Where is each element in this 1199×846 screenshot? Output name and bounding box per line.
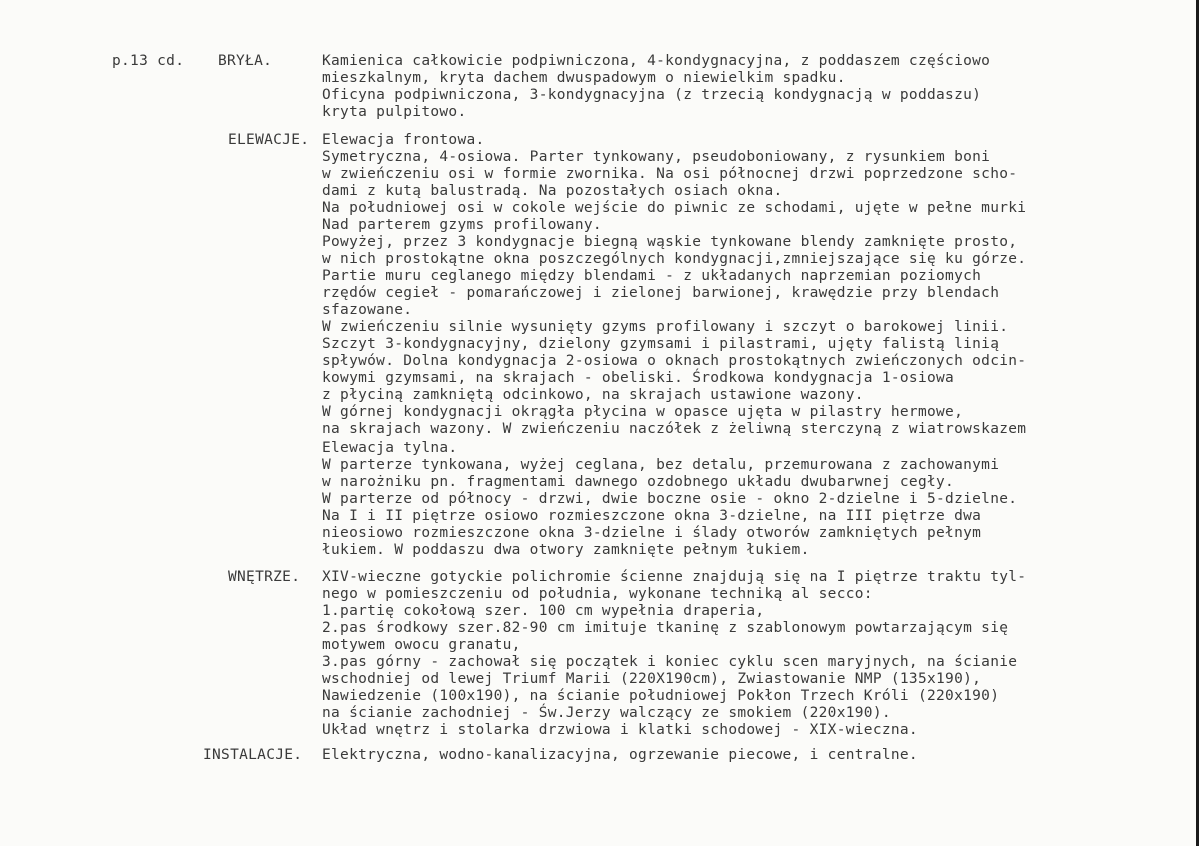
text-line: nego w pomieszczeniu od południa, wykonane techniką al secco:	[322, 586, 873, 602]
text-line: łukiem. W poddaszu dwa otwory zamknięte pełnym łukiem.	[322, 542, 810, 558]
text-line: spływów. Dolna kondygnacja 2-osiowa o oknach prostokątnych zwieńczonych odcin-	[322, 353, 1027, 369]
text-line: W parterze tynkowana, wyżej ceglana, bez detalu, przemurowana z zachowanymi	[322, 457, 1000, 473]
section-body-instalacje	[322, 747, 918, 764]
text-line: 2.pas środkowy szer.82-90 cm imituje tkaninę z szablonowym powtarzającym się	[322, 620, 1009, 636]
text-line: kryta pulpitowo.	[322, 104, 467, 120]
text-line: Elektryczna, wodno-kanalizacyjna, ogrzewanie piecowe, i centralne.	[322, 747, 918, 763]
text-line: rzędów cegieł - pomarańczowej i zielonej barwionej, krawędzie przy blendach	[322, 285, 1000, 301]
text-line: dami z kutą balustradą. Na pozostałych osiach okna.	[322, 183, 783, 199]
section-body-wnetrze	[322, 569, 1026, 739]
text-line: z płyciną zamkniętą odcinkowo, na skrajach ustawione wazony.	[322, 387, 864, 403]
section-label-wnetrze: WNĘTRZE.	[228, 569, 301, 585]
text-line: W zwieńczeniu silnie wysunięty gzyms profilowany i szczyt o barokowej linii.	[322, 319, 1009, 335]
text-line: XIV-wieczne gotyckie polichromie ścienne znajdują się na I piętrze traktu tyl-	[322, 569, 1027, 585]
text-line: nieosiowo rozmieszczone okna 3-dzielne i ślady otworów zamkniętych pełnym	[322, 525, 982, 541]
text-line: Partie muru ceglanego między blendami - z układanych naprzemian poziomych	[322, 268, 982, 284]
text-line: Symetryczna, 4-osiowa. Parter tynkowany, pseudoboniowany, z rysunkiem boni	[322, 149, 991, 165]
section-body-bryla	[322, 53, 990, 121]
text-line: Kamienica całkowicie podpiwniczona, 4-kondygnacyjna, z poddaszem częściowo	[322, 53, 991, 69]
text-line: Nawiedzenie (100x190), na ścianie południowej Pokłon Trzech Króli (220x190)	[322, 688, 1000, 704]
text-line: Na I i II piętrze osiowo rozmieszczone okna 3-dzielne, na III piętrze dwa	[322, 508, 982, 524]
text-line: kowymi gzymsami, na skrajach - obeliski. Środkowa kondygnacja 1-osiowa	[322, 370, 955, 386]
text-line: Powyżej, przez 3 kondygnacje biegną wąskie tynkowane blendy zamknięte prosto,	[322, 234, 1018, 250]
text-line: W parterze od północy - drzwi, dwie boczne osie - okno 2-dzielne i 5-dzielne.	[322, 491, 1018, 507]
section-label-bryla: BRYŁA.	[218, 53, 273, 69]
text-line: sfazowane.	[322, 302, 413, 318]
text-line: w narożniku pn. fragmentami dawnego ozdobnego układu dwubarwnej cegły.	[322, 474, 955, 490]
text-line: na skrajach wazony. W zwieńczeniu naczółek z żeliwną sterczyną z wiatrowskazem	[322, 421, 1027, 437]
text-line: Na południowej osi w cokole wejście do piwnic ze schodami, ujęte w pełne murki	[322, 200, 1027, 216]
text-line: Oficyna podpiwniczona, 3-kondygnacyjna (z trzecią kondygnacją w poddaszu)	[322, 87, 982, 103]
text-line: 3.pas górny - zachował się początek i koniec cyklu scen maryjnych, na ścianie	[322, 654, 1018, 670]
text-line: Nad parterem gzyms profilowany.	[322, 217, 602, 233]
text-line: w nich prostokątne okna poszczególnych kondygnacji,zmniejszające się ku górze.	[322, 251, 1027, 267]
section-body-elewacje-rear	[322, 440, 1017, 559]
text-line: motywem owocu granatu,	[322, 637, 521, 653]
text-line: Układ wnętrz i stolarka drzwiowa i klatki schodowej - XIX-wieczna.	[322, 722, 918, 738]
text-line: wschodniej od lewej Triumf Marii (220X190cm), Zwiastowanie NMP (135x190),	[322, 671, 982, 687]
text-line: 1.partię cokołową szer. 100 cm wypełnia draperia,	[322, 603, 765, 619]
section-label-elewacje: ELEWACJE.	[228, 132, 310, 148]
text-line: Elewacja tylna.	[322, 440, 458, 456]
text-line: na ścianie zachodniej - Św.Jerzy walczący ze smokiem (220x190).	[322, 705, 891, 721]
text-line: Elewacja frontowa.	[322, 132, 485, 148]
section-body-elewacje-front	[322, 132, 1026, 438]
section-label-instalacje: INSTALACJE.	[203, 747, 303, 763]
text-line: W górnej kondygnacji okrągła płycina w opasce ujęta w pilastry hermowe,	[322, 404, 964, 420]
text-line: Szczyt 3-kondygnacyjny, dzielony gzymsami i pilastrami, ujęty falistą linią	[322, 336, 1000, 352]
text-line: w zwieńczeniu osi w formie zwornika. Na osi północnej drzwi poprzedzone scho-	[322, 166, 1018, 182]
text-line: mieszkalnym, kryta dachem dwuspadowym o niewielkim spadku.	[322, 70, 846, 86]
page-reference: p.13 cd.	[112, 53, 185, 69]
